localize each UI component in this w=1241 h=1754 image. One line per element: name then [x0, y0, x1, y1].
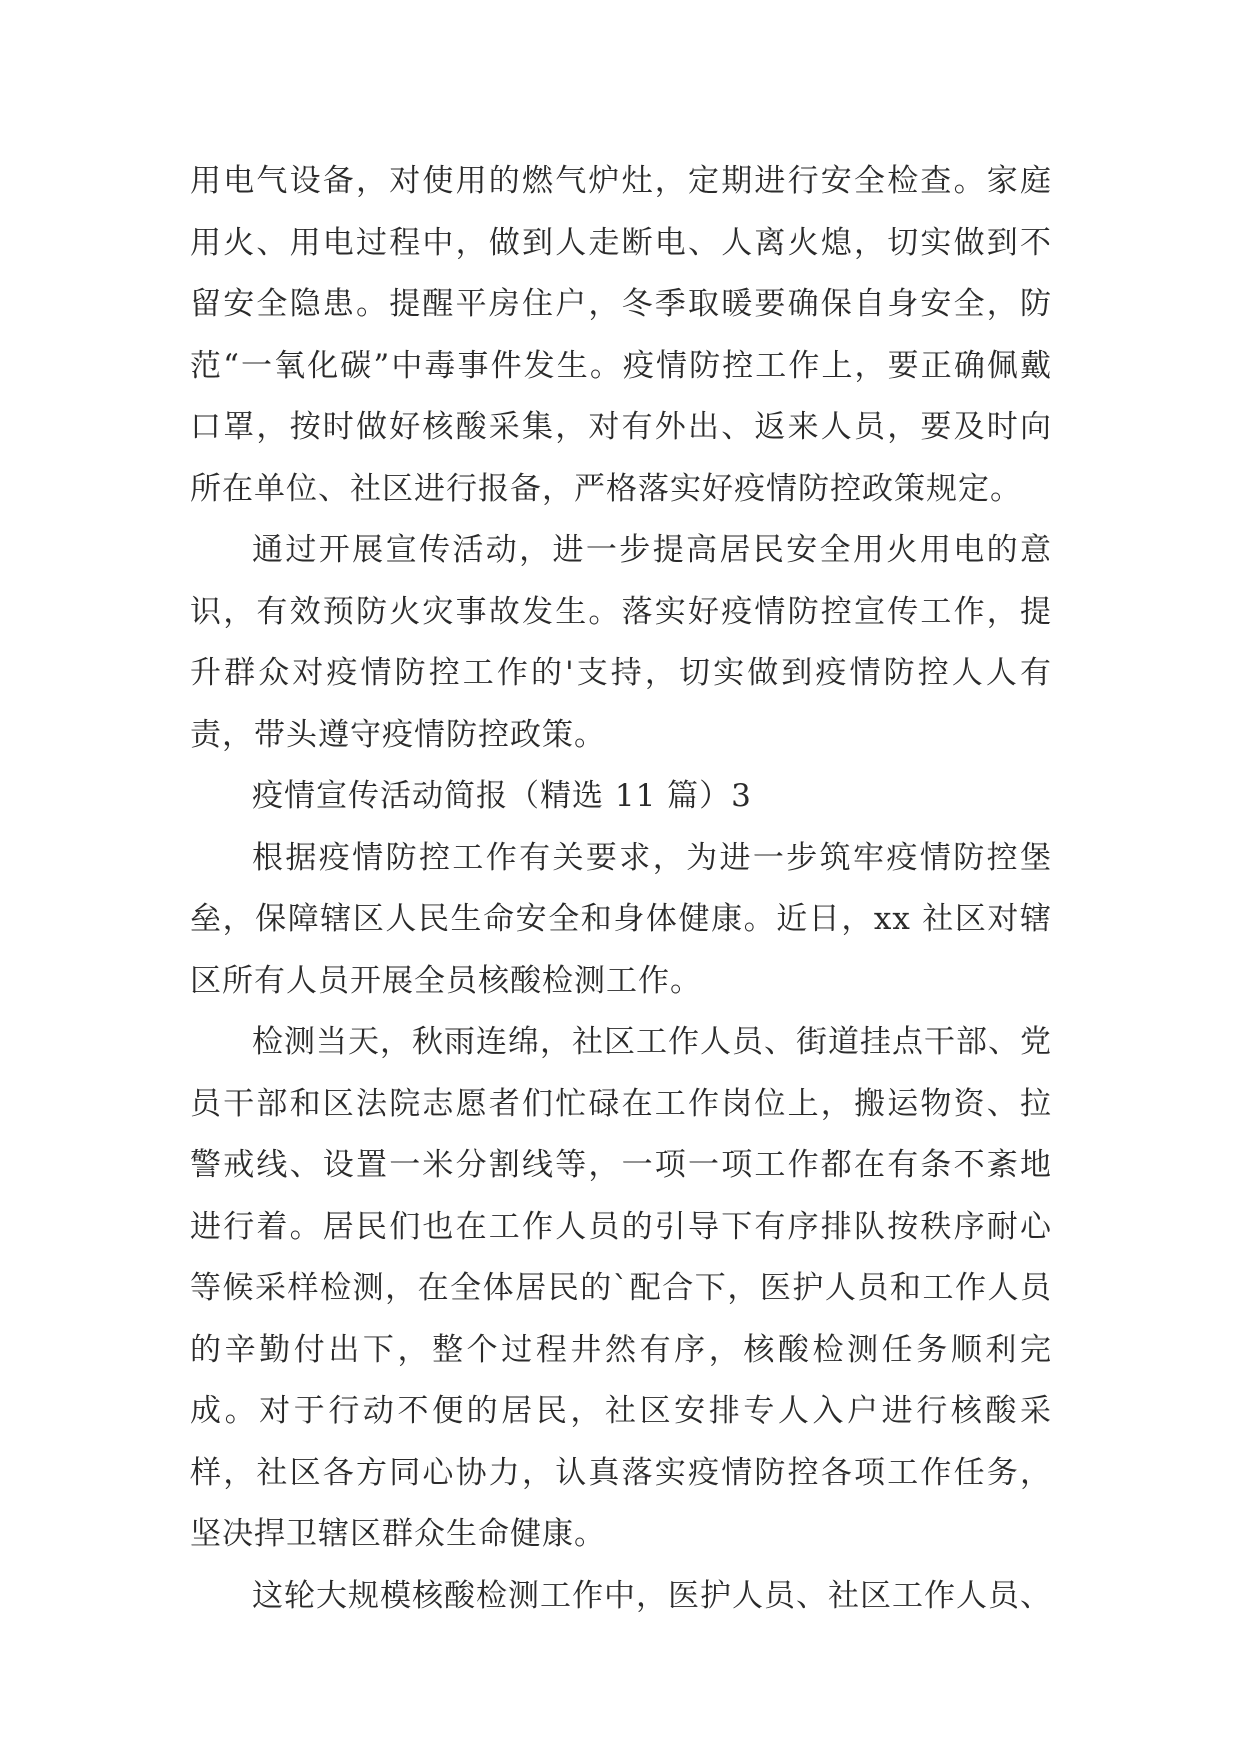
document-body: [190, 151, 1052, 1627]
paragraph-publicity-summary: 通过开展宣传活动，进一步提高居民安全用火用电的意识，有效预防火灾事故发生。落实好疫情防控宣传工作，提升群众对疫情防控工作的'支持，切实做到疫情防控人人有责，带头遵守疫情防控政策。: [190, 532, 1052, 753]
paragraph-continuation: 用电气设备，对使用的燃气炉灶，定期进行安全检查。家庭用火、用电过程中，做到人走断电、人离火熄，切实做到不留安全隐患。提醒平房住户，冬季取暖要确保自身安全，防范“一氧化碳”中毒事件发生。疫情防控工作上，要正确佩戴口罩，按时做好核酸采集，对有外出、返来人员，要及时向所在单位、社区进行报备，严格落实好疫情防控政策规定。: [190, 163, 1052, 507]
paragraph-testing-intro: 根据疫情防控工作有关要求，为进一步筑牢疫情防控堡垒，保障辖区人民生命安全和身体健康。近日，xx 社区对辖区所有人员开展全员核酸检测工作。: [190, 839, 1052, 999]
paragraph-testing-day: 检测当天，秋雨连绵，社区工作人员、街道挂点干部、党员干部和区法院志愿者们忙碌在工作岗位上，搬运物资、拉警戒线、设置一米分割线等，一项一项工作都在有条不紊地进行着。居民们也在工作人员的引导下有序排队按秩序耐心等候采样检测，在全体居民的`配合下，医护人员和工作人员的辛勤付出下，整个过程井然有序，核酸检测任务顺利完成。对于行动不便的居民，社区安排专人入户进行核酸采样，社区各方同心协力，认真落实疫情防控各项工作任务，坚决捍卫辖区群众生命健康。: [190, 1024, 1052, 1552]
section-heading: 疫情宣传活动简报（精选 11 篇）3: [252, 778, 752, 814]
paragraph-closing-fragment: 这轮大规模核酸检测工作中，医护人员、社区工作人员、: [252, 1577, 1052, 1614]
